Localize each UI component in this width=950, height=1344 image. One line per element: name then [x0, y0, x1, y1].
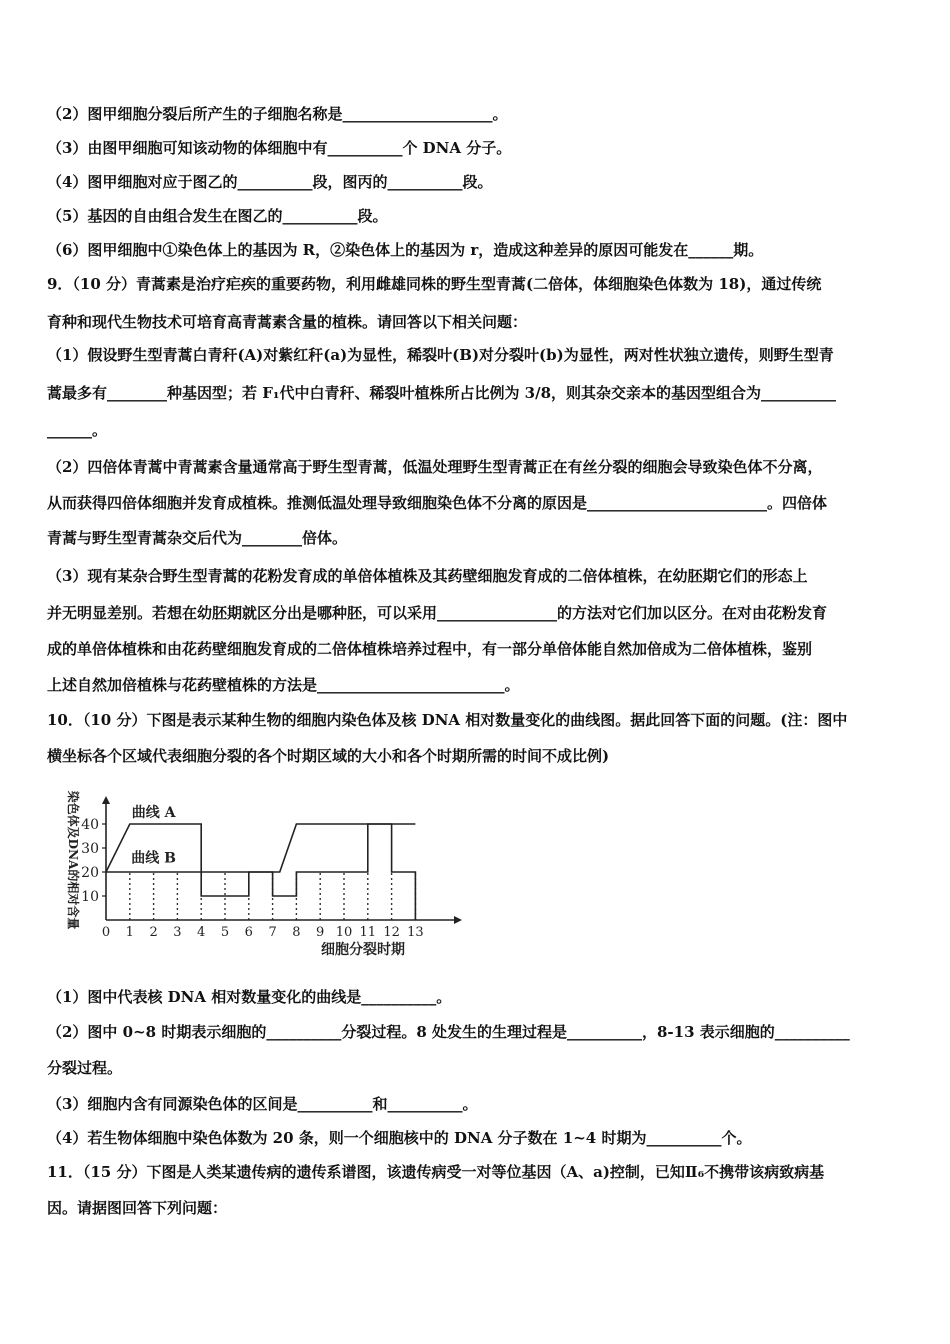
- y-axis-arrow: [102, 796, 110, 804]
- q10-sub2-line2: 分裂过程。: [47, 1059, 123, 1077]
- q9-sub3-line3: 成的单倍体植株和由花药壁细胞发育成的二倍体植株培养过程中，有一部分单倍体能自然加倍成为二倍体植株，鉴别: [47, 640, 813, 658]
- q9-stem-line1: 9．（10 分）青蒿素是治疗疟疾的重要药物，利用雌雄同株的野生型青蒿(二倍体，体细胞染色体数为 18)，通过传统: [47, 275, 822, 293]
- q8-sub5: （5）基因的自由组合发生在图乙的__________段。: [47, 207, 388, 225]
- q8-sub2: （2）图甲细胞分裂后所产生的子细胞名称是____________________。: [47, 105, 508, 123]
- x-tick-label: 1: [125, 925, 134, 940]
- x-tick-label: 2: [149, 925, 158, 940]
- q10-sub4: （4）若生物体细胞中染色体数为 20 条，则一个细胞核中的 DNA 分子数在 1~4 时期为__________个。: [47, 1129, 752, 1147]
- x-tick-label: 7: [268, 925, 277, 940]
- q9-sub1-line1: （1）假设野生型青蒿白青秆(A)对紫红秆(a)为显性，稀裂叶(B)对分裂叶(b)为显性，两对性状独立遗传，则野生型青: [47, 346, 834, 364]
- y-tick-label: 10: [81, 889, 99, 905]
- q8-sub3: （3）由图甲细胞可知该动物的体细胞中有__________个 DNA 分子。: [47, 139, 512, 157]
- x-tick-label: 3: [173, 925, 182, 940]
- q9-sub2-line2: 从而获得四倍体细胞并发育成植株。推测低温处理导致细胞染色体不分离的原因是________________________。四倍体: [47, 494, 828, 512]
- x-axis-arrow: [454, 916, 462, 924]
- series-line-b: [106, 824, 415, 920]
- curve-a-label: 曲线 A: [131, 804, 176, 821]
- y-tick-label: 30: [81, 841, 99, 857]
- q10-stem-line2: 横坐标各个区域代表细胞分裂的各个时期区域的大小和各个时期所需的时间不成比例): [47, 747, 610, 765]
- q9-sub3-line2: 并无明显差别。若想在幼胚期就区分出是哪种胚，可以采用________________的方法对它们加以区分。在对由花粉发育: [47, 604, 828, 622]
- q11-stem-line1: 11．（15 分）下图是人类某遗传病的遗传系谱图，该遗传病受一对等位基因（A、a)控制，已知Ⅱ₆不携带该病致病基: [47, 1163, 825, 1181]
- q11-stem-line2: 因。请据图回答下列问题：: [47, 1199, 228, 1217]
- q10-stem-line1: 10．（10 分）下图是表示某种生物的细胞内染色体及核 DNA 相对数量变化的曲线图。据此回答下面的问题。(注：图中: [47, 711, 848, 729]
- q9-sub3-line4: 上述自然加倍植株与花药壁植株的方法是_________________________。: [47, 676, 520, 694]
- q9-stem-line2: 育种和现代生物技术可培育高青蒿素含量的植株。请回答以下相关问题：: [47, 313, 528, 331]
- x-tick-label: 6: [244, 925, 253, 940]
- q10-sub3: （3）细胞内含有同源染色体的区间是__________和__________。: [47, 1095, 478, 1113]
- dna-chromosome-chart: [52, 790, 472, 960]
- x-tick-label: 10: [335, 925, 353, 940]
- q9-sub2-line3: 青蒿与野生型青蒿杂交后代为________倍体。: [47, 529, 348, 547]
- chart-labels: [66, 791, 424, 958]
- y-tick-label: 40: [81, 817, 99, 833]
- q10-sub2-line1: （2）图中 0~8 时期表示细胞的__________分裂过程。8 处发生的生理过程是__________，8-13 表示细胞的__________: [47, 1023, 850, 1041]
- chart-series: [106, 824, 415, 920]
- x-tick-label: 9: [316, 925, 325, 940]
- y-tick-label: 20: [81, 865, 99, 881]
- q9-sub1-line2: 蒿最多有________种基因型；若 F₁代中白青秆、稀裂叶植株所占比例为 3/8，则其杂交亲本的基因型组合为__________: [47, 384, 837, 402]
- x-tick-label: 13: [407, 925, 424, 940]
- q8-sub4: （4）图甲细胞对应于图乙的__________段，图丙的__________段。: [47, 173, 493, 191]
- x-tick-label: 4: [197, 925, 206, 940]
- x-tick-label: 8: [292, 925, 301, 940]
- q9-sub2-line1: （2）四倍体青蒿中青蒿素含量通常高于野生型青蒿，低温处理野生型青蒿正在有丝分裂的细胞会导致染色体不分离，: [47, 458, 823, 476]
- x-tick-label: 5: [220, 925, 230, 940]
- q8-sub6: （6）图甲细胞中①染色体上的基因为 R，②染色体上的基因为 r，造成这种差异的原因可能发在______期。: [47, 241, 764, 259]
- x-tick-label: 0: [101, 925, 111, 940]
- x-axis-title: 细胞分裂时期: [321, 942, 406, 958]
- x-tick-label: 12: [383, 925, 400, 940]
- x-tick-label: 11: [359, 925, 377, 940]
- q9-sub1-line3: ______。: [47, 421, 108, 439]
- y-axis-title: 染色体及DNA的相对含量: [66, 790, 80, 930]
- q10-sub1: （1）图中代表核 DNA 相对数量变化的曲线是__________。: [47, 988, 452, 1006]
- q9-sub3-line1: （3）现有某杂合野生型青蒿的花粉发育成的单倍体植株及其药壁细胞发育成的二倍体植株，在幼胚期它们的形态上: [47, 567, 808, 585]
- curve-b-label: 曲线 B: [131, 850, 176, 867]
